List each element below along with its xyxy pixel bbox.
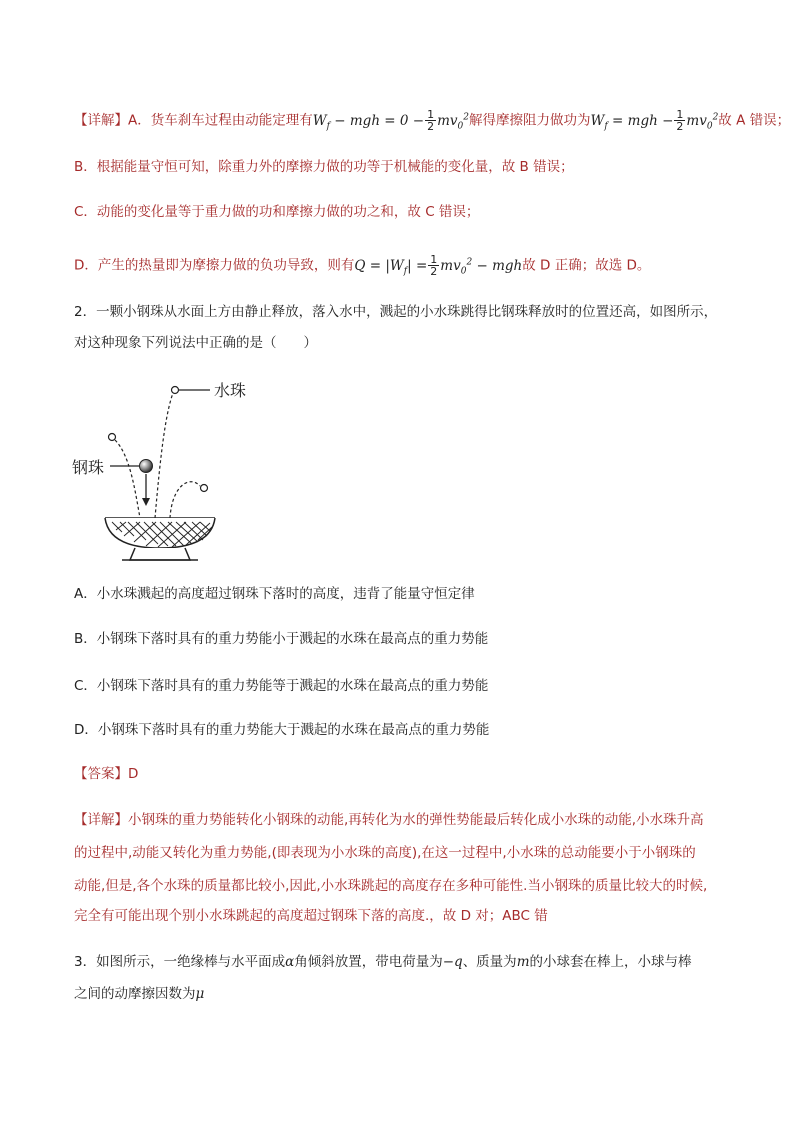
label-water-drop: 水珠 (214, 381, 247, 400)
option-a: A．小水珠溅起的高度超过钢珠下落时的高度，违背了能量守恒定律 (74, 586, 475, 602)
fall-arrow-head (142, 498, 150, 506)
q2-detail-line-2: 的过程中,动能又转化为重力势能,(即表现为小水珠的高度),在这一过程中,小水珠的总动能要小于小钢珠的 (74, 845, 696, 861)
q2-detail-line-3: 动能,但是,各个水珠的质量都比较小,因此,小水珠跳起的高度存在多种可能性.当小钢珠的质量比较大的时候, (74, 878, 708, 894)
option-b: B．小钢珠下落时具有的重力势能小于溅起的水珠在最高点的重力势能 (74, 631, 489, 647)
q3-stem-line-1: 3．如图所示，一绝缘棒与水平面成α角倾斜放置，带电荷量为−q、质量为m的小球套在棒上，小球与棒 (74, 954, 692, 970)
answer-line (74, 764, 138, 784)
q2-detail-line-4: 完全有可能出现个别小水珠跳起的高度超过钢珠下落的高度.，故 D 对；ABC 错 (74, 908, 548, 924)
answer-value: D (128, 766, 139, 782)
splash-arc-high (155, 393, 173, 518)
q1-detail-b: B．根据能量守恒可知，除重力外的摩擦力做的功等于机械能的变化量，故 B 错误； (74, 159, 574, 175)
water-drop-right (201, 485, 208, 492)
q2-detail-line-1: 【详解】小钢珠的重力势能转化小钢珠的动能,再转化为水的弹性势能最后转化成小水珠的动能,小水珠升高 (74, 812, 704, 828)
steel-ball-splash-figure (60, 370, 260, 570)
detail-tag: 【详解】 (74, 112, 128, 129)
water-drop-top (172, 387, 179, 394)
fraction-half: $\frac{1}{2}$ (427, 108, 435, 133)
q2-stem-line-1: 2．一颗小钢珠从水面上方由静止释放，落入水中，溅起的小水珠跳得比钢珠释放时的位置还高，如图所示， (74, 304, 718, 320)
q1-detail-d: D．产生的热量即为摩擦力做的负功导致，则有$Q = |W_f|$ = $\frac{1}{2}$ $mv_0^2$ − mgh故 D 正确；故选 D。 (74, 253, 651, 278)
water-drop-left (109, 434, 116, 441)
q1-detail-a: 【详解】A．货车刹车过程由动能定理有$W_f$ − mgh = 0 − $\frac{1}{2}$ $mv_0^2$解得摩擦阻力做功为$W_f$ = mgh − $\frac{1}{2}$ $mv_0^2$故 A 错误； (74, 108, 791, 133)
q2-stem-line-2: 对这种现象下列说法中正确的是（ ） (74, 335, 317, 351)
answer-tag: 【答案】 (74, 766, 128, 782)
option-d: D．小钢珠下落时具有的重力势能大于溅起的水珠在最高点的重力势能 (74, 722, 490, 738)
steel-ball (140, 460, 153, 473)
label-steel-ball: 钢珠 (72, 458, 105, 477)
q3-stem-line-2: 之间的动摩擦因数为μ (74, 986, 205, 1002)
detail-tag: 【详解】 (74, 812, 128, 828)
bowl-stand (130, 548, 190, 560)
fraction-half: $\frac{1}{2}$ (676, 108, 684, 133)
splash-arc-right (170, 482, 200, 518)
option-c: C．小钢珠下落时具有的重力势能等于溅起的水珠在最高点的重力势能 (74, 678, 489, 694)
fraction-half: $\frac{1}{2}$ (430, 253, 438, 278)
q1-detail-c: C．动能的变化量等于重力做的功和摩擦力做的功之和，故 C 错误； (74, 204, 480, 220)
splash-arc-left (115, 440, 140, 518)
